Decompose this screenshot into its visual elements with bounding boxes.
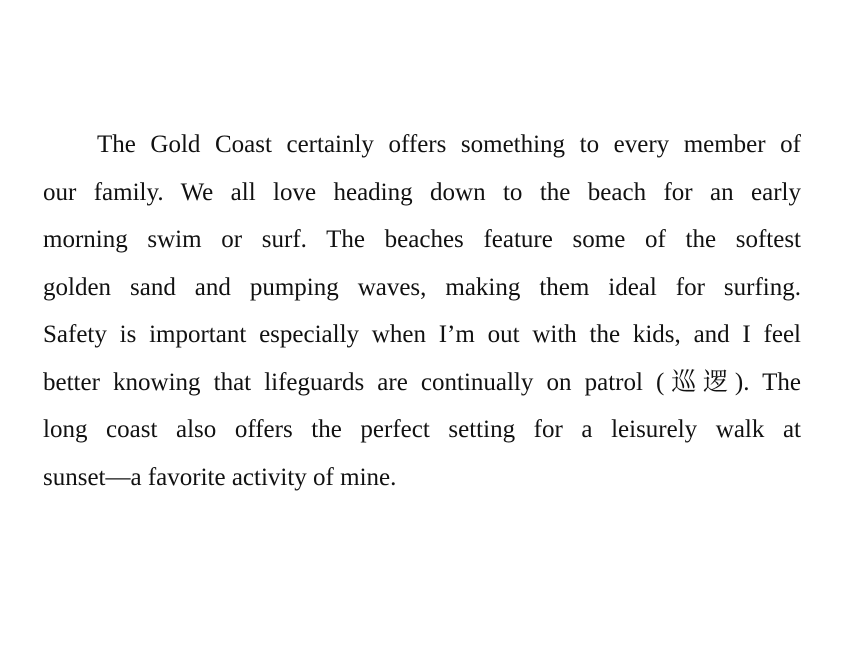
paragraph-line: morning swim or surf. The beaches feature some of the softest [43,226,801,253]
paragraph-line: our family. We all love heading down to the beach for an early [43,178,801,206]
paragraph-line: golden sand and pumping waves, making them ideal for surfing. [43,273,801,301]
paragraph-line: long coast also offers the perfect setting for a leisurely walk at [43,416,801,443]
paragraph-line: The Gold Coast certainly offers something to every member of [97,131,801,158]
passage-paragraph [43,121,801,501]
paragraph-line: better knowing that lifeguards are continually on patrol (巡逻). The [43,368,801,396]
paragraph-line: Safety is important especially when I’m out with the kids, and I feel [43,321,801,348]
paragraph-line: sunset—a favorite activity of mine. [43,463,397,491]
